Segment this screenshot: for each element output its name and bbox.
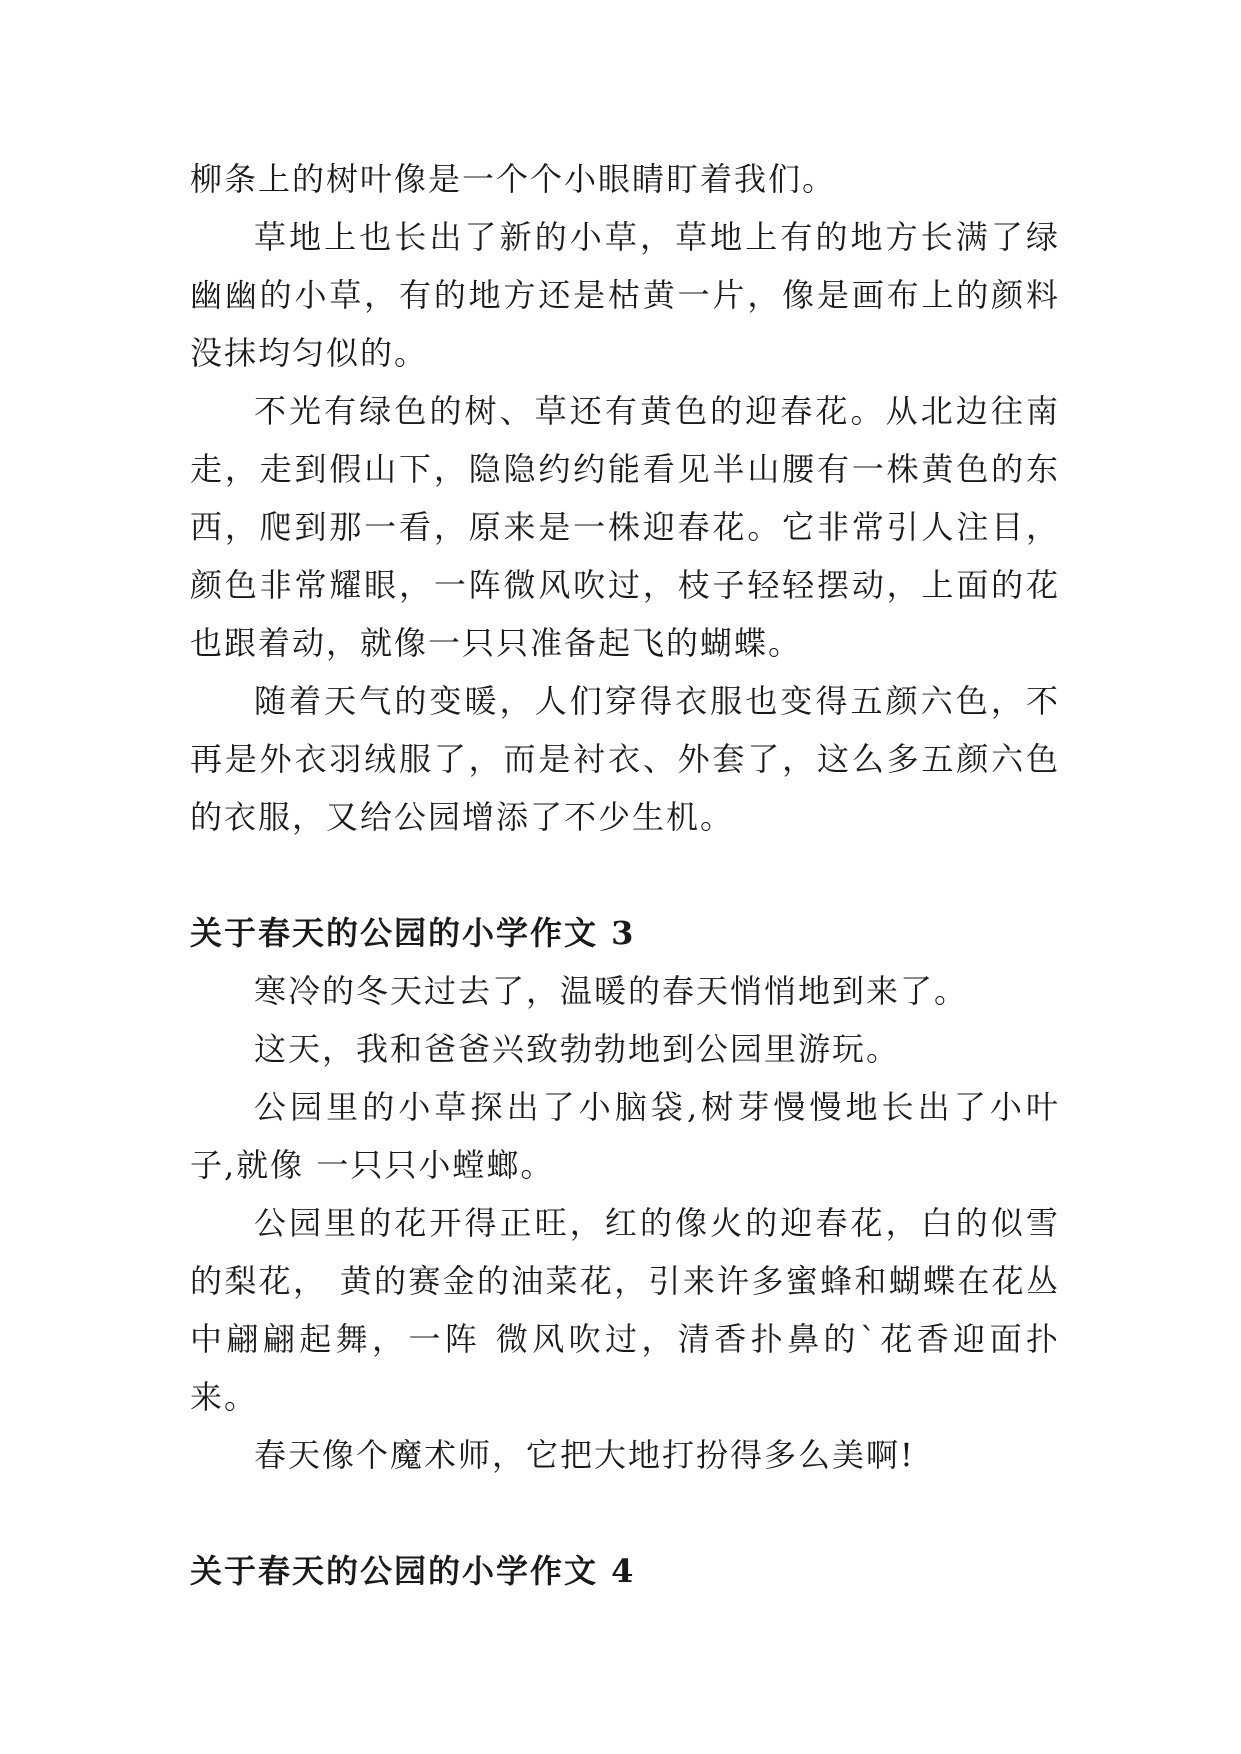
document-body (190, 150, 1060, 1600)
section-heading-3: 关于春天的公园的小学作文 3 (190, 914, 636, 952)
paragraph-clothes: 随着天气的变暖，人们穿得衣服也变得五颜六色，不再是外衣羽绒服了，而是衬衣、外套了，这么多五颜六色的衣服，又给公园增添了不少生机。 (190, 682, 1060, 836)
paragraph-spring-arrives: 寒冷的冬天过去了，温暖的春天悄悄地到来了。 (254, 972, 969, 1010)
paragraph-park-visit: 这天，我和爸爸兴致勃勃地到公园里游玩。 (254, 1030, 901, 1068)
paragraph-magician: 春天像个魔术师，它把大地打扮得多么美啊! (254, 1436, 915, 1474)
paragraph-sprouts: 公园里的小草探出了小脑袋,树芽慢慢地长出了小叶子,就像 一只只小螳螂。 (190, 1088, 1060, 1184)
paragraph-winter-jasmine: 不光有绿色的树、草还有黄色的迎春花。从北边往南走，走到假山下，隐隐约约能看见半山腰有一株黄色的东西，爬到那一看，原来是一株迎春花。它非常引人注目，颜色非常耀眼，一阵微风吹过，枝子轻轻摆动，上面的花也跟着动，就像一只只准备起飞的蝴蝶。 (190, 392, 1060, 662)
paragraph-willow-leaves: 柳条上的树叶像是一个个小眼睛盯着我们。 (190, 160, 837, 198)
paragraph-grass: 草地上也长出了新的小草，草地上有的地方长满了绿幽幽的小草，有的地方还是枯黄一片，像是画布上的颜料没抹均匀似的。 (190, 218, 1060, 372)
paragraph-flowers: 公园里的花开得正旺，红的像火的迎春花，白的似雪的梨花， 黄的赛金的油菜花，引来许多蜜蜂和蝴蝶在花丛中翩翩起舞，一阵 微风吹过，清香扑鼻的`花香迎面扑来。 (190, 1204, 1060, 1416)
section-heading-4: 关于春天的公园的小学作文 4 (190, 1552, 636, 1590)
